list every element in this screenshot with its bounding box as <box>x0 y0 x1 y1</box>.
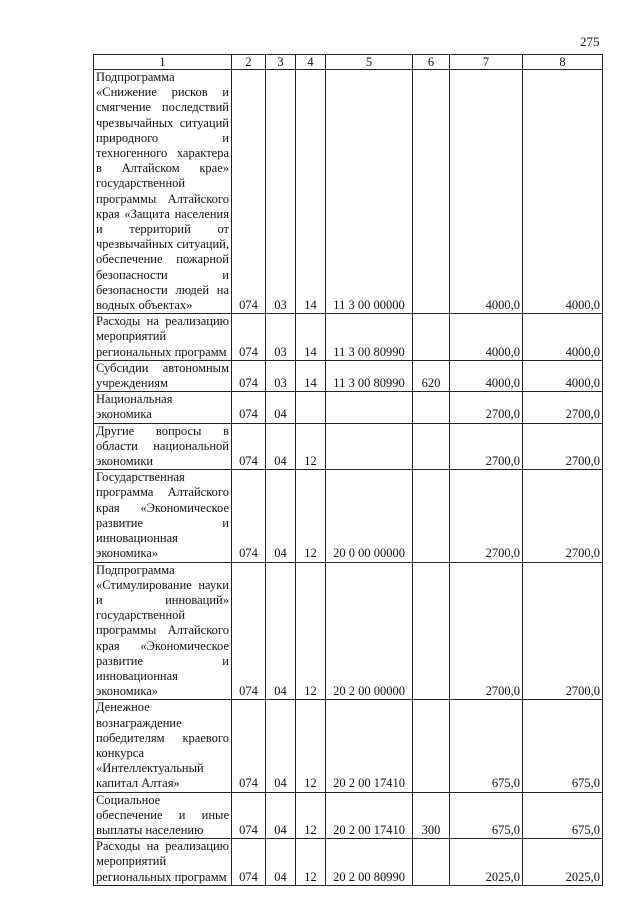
target-article-code: 20 2 00 00000 <box>326 562 413 700</box>
amount-col7: 2025,0 <box>450 839 523 886</box>
admin-code: 074 <box>232 360 266 391</box>
expense-type-code <box>413 70 450 314</box>
section-code: 03 <box>266 360 296 391</box>
table-row <box>94 70 603 314</box>
target-article-code: 20 2 00 17410 <box>326 700 413 792</box>
column-header: 3 <box>266 55 296 70</box>
row-name: Расходы на реализацию мероприятий региональных программ <box>94 839 232 886</box>
amount-col7: 675,0 <box>450 700 523 792</box>
amount-col8: 2700,0 <box>523 392 603 423</box>
amount-col8: 4000,0 <box>523 70 603 314</box>
section-code: 04 <box>266 562 296 700</box>
amount-col8: 2700,0 <box>523 470 603 562</box>
amount-col8: 675,0 <box>523 792 603 839</box>
amount-col7: 4000,0 <box>450 360 523 391</box>
section-code: 04 <box>266 470 296 562</box>
target-article-code: 11 3 00 80990 <box>326 360 413 391</box>
target-article-code: 20 2 00 17410 <box>326 792 413 839</box>
row-name: Другие вопросы в области национальной экономики <box>94 423 232 470</box>
row-name: Национальная экономика <box>94 392 232 423</box>
admin-code: 074 <box>232 70 266 314</box>
section-code: 03 <box>266 70 296 314</box>
amount-col7: 2700,0 <box>450 423 523 470</box>
section-code: 04 <box>266 423 296 470</box>
expense-type-code: 620 <box>413 360 450 391</box>
column-header: 1 <box>94 55 232 70</box>
amount-col7: 2700,0 <box>450 562 523 700</box>
table-row <box>94 700 603 792</box>
target-article-code: 20 0 00 00000 <box>326 470 413 562</box>
amount-col7: 4000,0 <box>450 70 523 314</box>
subsection-code: 12 <box>296 792 326 839</box>
admin-code: 074 <box>232 470 266 562</box>
section-code: 04 <box>266 392 296 423</box>
table-row <box>94 562 603 700</box>
section-code: 04 <box>266 839 296 886</box>
section-code: 03 <box>266 314 296 361</box>
admin-code: 074 <box>232 792 266 839</box>
section-code: 04 <box>266 792 296 839</box>
amount-col8: 2700,0 <box>523 562 603 700</box>
section-code: 04 <box>266 700 296 792</box>
row-name: Субсидии автономным учреждениям <box>94 360 232 391</box>
row-name: Расходы на реализацию мероприятий региональных программ <box>94 314 232 361</box>
subsection-code: 12 <box>296 423 326 470</box>
amount-col7: 2700,0 <box>450 392 523 423</box>
target-article-code: 11 3 00 00000 <box>326 70 413 314</box>
table-row <box>94 314 603 361</box>
admin-code: 074 <box>232 423 266 470</box>
expense-type-code: 300 <box>413 792 450 839</box>
admin-code: 074 <box>232 392 266 423</box>
subsection-code: 14 <box>296 70 326 314</box>
subsection-code: 12 <box>296 700 326 792</box>
amount-col7: 2700,0 <box>450 470 523 562</box>
admin-code: 074 <box>232 562 266 700</box>
expense-type-code <box>413 423 450 470</box>
amount-col8: 2700,0 <box>523 423 603 470</box>
row-name: Социальное обеспечение и иные выплаты населению <box>94 792 232 839</box>
amount-col7: 4000,0 <box>450 314 523 361</box>
subsection-code: 12 <box>296 839 326 886</box>
admin-code: 074 <box>232 314 266 361</box>
target-article-code <box>326 423 413 470</box>
expense-type-code <box>413 314 450 361</box>
table-row <box>94 839 603 886</box>
table-row <box>94 470 603 562</box>
subsection-code: 12 <box>296 562 326 700</box>
column-header: 6 <box>413 55 450 70</box>
table-row <box>94 392 603 423</box>
expense-type-code <box>413 700 450 792</box>
subsection-code: 14 <box>296 360 326 391</box>
target-article-code <box>326 392 413 423</box>
amount-col8: 4000,0 <box>523 314 603 361</box>
expense-type-code <box>413 470 450 562</box>
subsection-code: 12 <box>296 470 326 562</box>
row-name: Денежное вознаграждение победителям краевого конкурса «Интеллектуальный капитал Алтая» <box>94 700 232 792</box>
expense-type-code <box>413 562 450 700</box>
target-article-code: 11 3 00 80990 <box>326 314 413 361</box>
column-header: 4 <box>296 55 326 70</box>
table-row <box>94 360 603 391</box>
table-header-row <box>94 55 603 70</box>
expense-type-code <box>413 839 450 886</box>
expense-type-code <box>413 392 450 423</box>
amount-col7: 675,0 <box>450 792 523 839</box>
row-name: Подпрограмма «Стимулирование науки и инноваций» государственной программы Алтайского края «Экономическое развитие и инновационная экономика» <box>94 562 232 700</box>
amount-col8: 4000,0 <box>523 360 603 391</box>
column-header: 5 <box>326 55 413 70</box>
column-header: 7 <box>450 55 523 70</box>
table-row <box>94 792 603 839</box>
admin-code: 074 <box>232 700 266 792</box>
amount-col8: 2025,0 <box>523 839 603 886</box>
page-number: 275 <box>580 34 600 49</box>
column-header: 2 <box>232 55 266 70</box>
admin-code: 074 <box>232 839 266 886</box>
column-header: 8 <box>523 55 603 70</box>
subsection-code <box>296 392 326 423</box>
row-name: Государственная программа Алтайского края «Экономическое развитие и инновационная экономика» <box>94 470 232 562</box>
budget-table <box>93 54 603 886</box>
amount-col8: 675,0 <box>523 700 603 792</box>
row-name: Подпрограмма «Снижение рисков и смягчение последствий чрезвычайных ситуаций природного и техногенного характера в Алтайском крае» государственной программы Алтайского края «Защита населения и территорий от чрезвычайных ситуаций, обеспечение пожарной безопасности и безопасности людей на водных объектах» <box>94 70 232 314</box>
target-article-code: 20 2 00 80990 <box>326 839 413 886</box>
table-row <box>94 423 603 470</box>
subsection-code: 14 <box>296 314 326 361</box>
